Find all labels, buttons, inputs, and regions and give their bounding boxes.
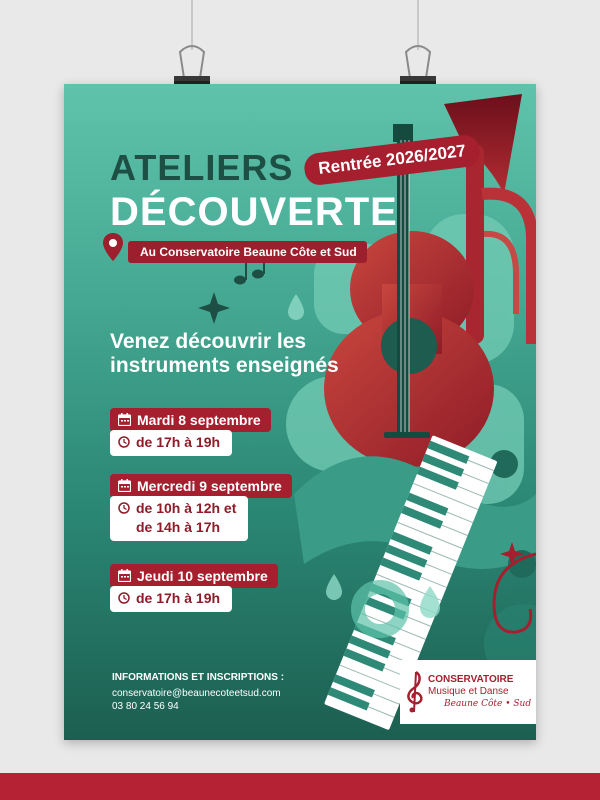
session-date bbox=[110, 474, 292, 498]
session-date-label: Jeudi 10 septembre bbox=[137, 568, 268, 584]
location-pin-icon bbox=[102, 232, 124, 262]
title-line-1: ATELIERS bbox=[110, 147, 294, 188]
session-hours bbox=[110, 496, 248, 541]
intro-text: Venez découvrir les instruments enseignés bbox=[110, 330, 339, 377]
school-year-badge: Rentrée 2026/2027 bbox=[303, 133, 482, 186]
calendar-icon bbox=[118, 413, 131, 426]
session-hours-label: de 17h à 19h bbox=[136, 590, 221, 606]
clock-icon bbox=[118, 592, 130, 604]
logo-line-2: Musique et Danse bbox=[428, 686, 509, 697]
bottom-accent-bar bbox=[0, 773, 600, 800]
contact-phone: 03 80 24 56 94 bbox=[112, 701, 179, 712]
treble-clef-logo-icon bbox=[402, 668, 428, 714]
contact-title: INFORMATIONS ET INSCRIPTIONS : bbox=[112, 672, 285, 683]
clock-icon bbox=[118, 436, 130, 448]
session-hours-label: de 17h à 19h bbox=[136, 434, 221, 450]
calendar-icon bbox=[118, 569, 131, 582]
session-hours bbox=[110, 586, 232, 612]
logo-line-3: Beaune Côte • Sud bbox=[444, 699, 532, 709]
session-date-label: Mercredi 9 septembre bbox=[137, 478, 282, 494]
poster bbox=[64, 84, 536, 740]
contact-email: conservatoire@beaunecoteetsud.com bbox=[112, 688, 281, 699]
session-hours-label: de 10h à 12h et de 14h à 17h bbox=[136, 500, 237, 535]
sparkle-icon bbox=[198, 292, 230, 324]
clock-icon bbox=[118, 502, 130, 514]
session-hours bbox=[110, 430, 232, 456]
calendar-icon bbox=[118, 479, 131, 492]
session-date bbox=[110, 564, 278, 588]
title-line-2: DÉCOUVERTE bbox=[110, 190, 398, 234]
location-label: Au Conservatoire Beaune Côte et Sud bbox=[128, 241, 367, 263]
session-date-label: Mardi 8 septembre bbox=[137, 412, 261, 428]
session-date bbox=[110, 408, 271, 432]
logo-line-1: CONSERVATOIRE bbox=[428, 674, 514, 685]
